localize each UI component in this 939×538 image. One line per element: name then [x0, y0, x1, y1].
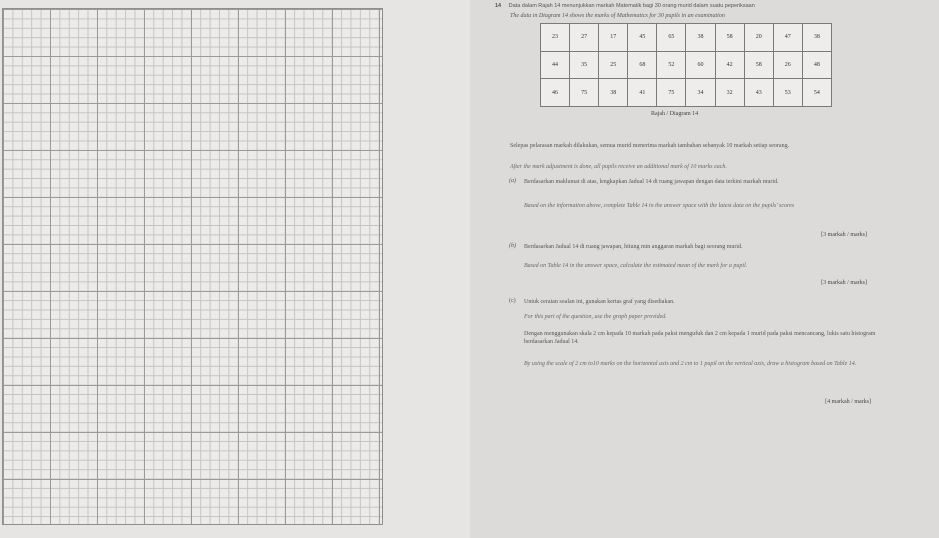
part-b-marks: [3 markah / marks]	[821, 280, 867, 286]
table-cell: 46	[541, 79, 570, 107]
table-cell: 38	[802, 24, 831, 52]
table-row	[541, 51, 832, 79]
marks-table	[540, 23, 832, 107]
table-cell: 27	[570, 24, 599, 52]
part-a-english: Based on the information above, complete Table 14 in the answer space with the latest data on the pupils' scores	[524, 203, 795, 209]
table-cell: 23	[541, 24, 570, 52]
part-b-english: Based on Table 14 in the answer space, calculate the estimated mean of the mark for a pupil.	[524, 263, 748, 269]
table-cell: 43	[744, 79, 773, 107]
running-header	[495, 3, 935, 9]
table-cell: 26	[773, 51, 802, 79]
table-cell: 65	[657, 24, 686, 52]
page-number: 14	[495, 3, 502, 9]
table-row	[541, 24, 832, 52]
part-c-malay-1: Untuk ceraian soalan ini, gunakan kertas graf yang disediakan.	[524, 299, 675, 305]
table-cell: 45	[628, 24, 657, 52]
table-cell: 53	[773, 79, 802, 107]
table-cell: 35	[570, 51, 599, 79]
table-row	[541, 79, 832, 107]
intro-text: The data in Diagram 14 shows the marks of Mathematics for 30 pupils in an examination	[510, 13, 725, 19]
diagram-caption: Rajah / Diagram 14	[651, 111, 699, 117]
table-cell: 54	[802, 79, 831, 107]
part-c-label: (c)	[509, 298, 516, 304]
table-cell: 32	[715, 79, 744, 107]
table-cell: 20	[744, 24, 773, 52]
table-cell: 68	[628, 51, 657, 79]
part-c-marks: [4 markah / marks]	[825, 399, 871, 405]
table-cell: 75	[657, 79, 686, 107]
part-c-malay-2: Dengan menggunakan skala 2 cm kepada 10 markah pada paksi mengufuk dan 2 cm kepada 1 murid pada paksi mencancang, lukis satu histogram berdasarkan Jadual 14.	[524, 331, 876, 345]
part-c-english-1: For this part of the question, use the graph paper provided.	[524, 314, 667, 320]
table-cell: 60	[686, 51, 715, 79]
table-cell: 17	[599, 24, 628, 52]
part-a-malay: Berdasarkan maklumat di atas, lengkapkan Jadual 14 di ruang jawapan dengan data terkini markah murid.	[524, 179, 779, 185]
graph-paper	[2, 8, 383, 525]
table-cell: 34	[686, 79, 715, 107]
table-cell: 52	[657, 51, 686, 79]
table-cell: 42	[715, 51, 744, 79]
part-a-marks: [3 markah / marks]	[821, 232, 867, 238]
part-b-malay: Berdasarkan Jadual 14 di ruang jawapan, hitung min anggaran markah bagi seorang murid.	[524, 244, 743, 250]
table-cell: 38	[599, 79, 628, 107]
part-a-label: (a)	[509, 178, 516, 184]
table-cell: 41	[628, 79, 657, 107]
table-cell: 25	[599, 51, 628, 79]
table-cell: 44	[541, 51, 570, 79]
table-cell: 38	[686, 24, 715, 52]
table-cell: 58	[715, 24, 744, 52]
adjustment-malay: Selepas pelarasan markah dilakukan, semua murid menerima markah tambahan sebanyak 10 markah setiap seorang.	[510, 143, 790, 149]
table-cell: 48	[802, 51, 831, 79]
part-c-english-2: By using the scale of 2 cm to10 marks on the horizontal axis and 2 cm to 1 pupil on the vertical axis, draw a histogram based on Table 14.	[524, 361, 857, 367]
table-cell: 75	[570, 79, 599, 107]
adjustment-english: After the mark adjustment is done, all pupils receive an additional mark of 10 marks each.	[510, 164, 727, 170]
table-cell: 58	[744, 51, 773, 79]
part-b-label: (b)	[509, 243, 516, 249]
running-header-text: Data dalam Rajah 14 menunjukkan markah Matematik bagi 30 orang murid dalam suatu peperiksaan	[508, 3, 755, 9]
table-cell: 47	[773, 24, 802, 52]
